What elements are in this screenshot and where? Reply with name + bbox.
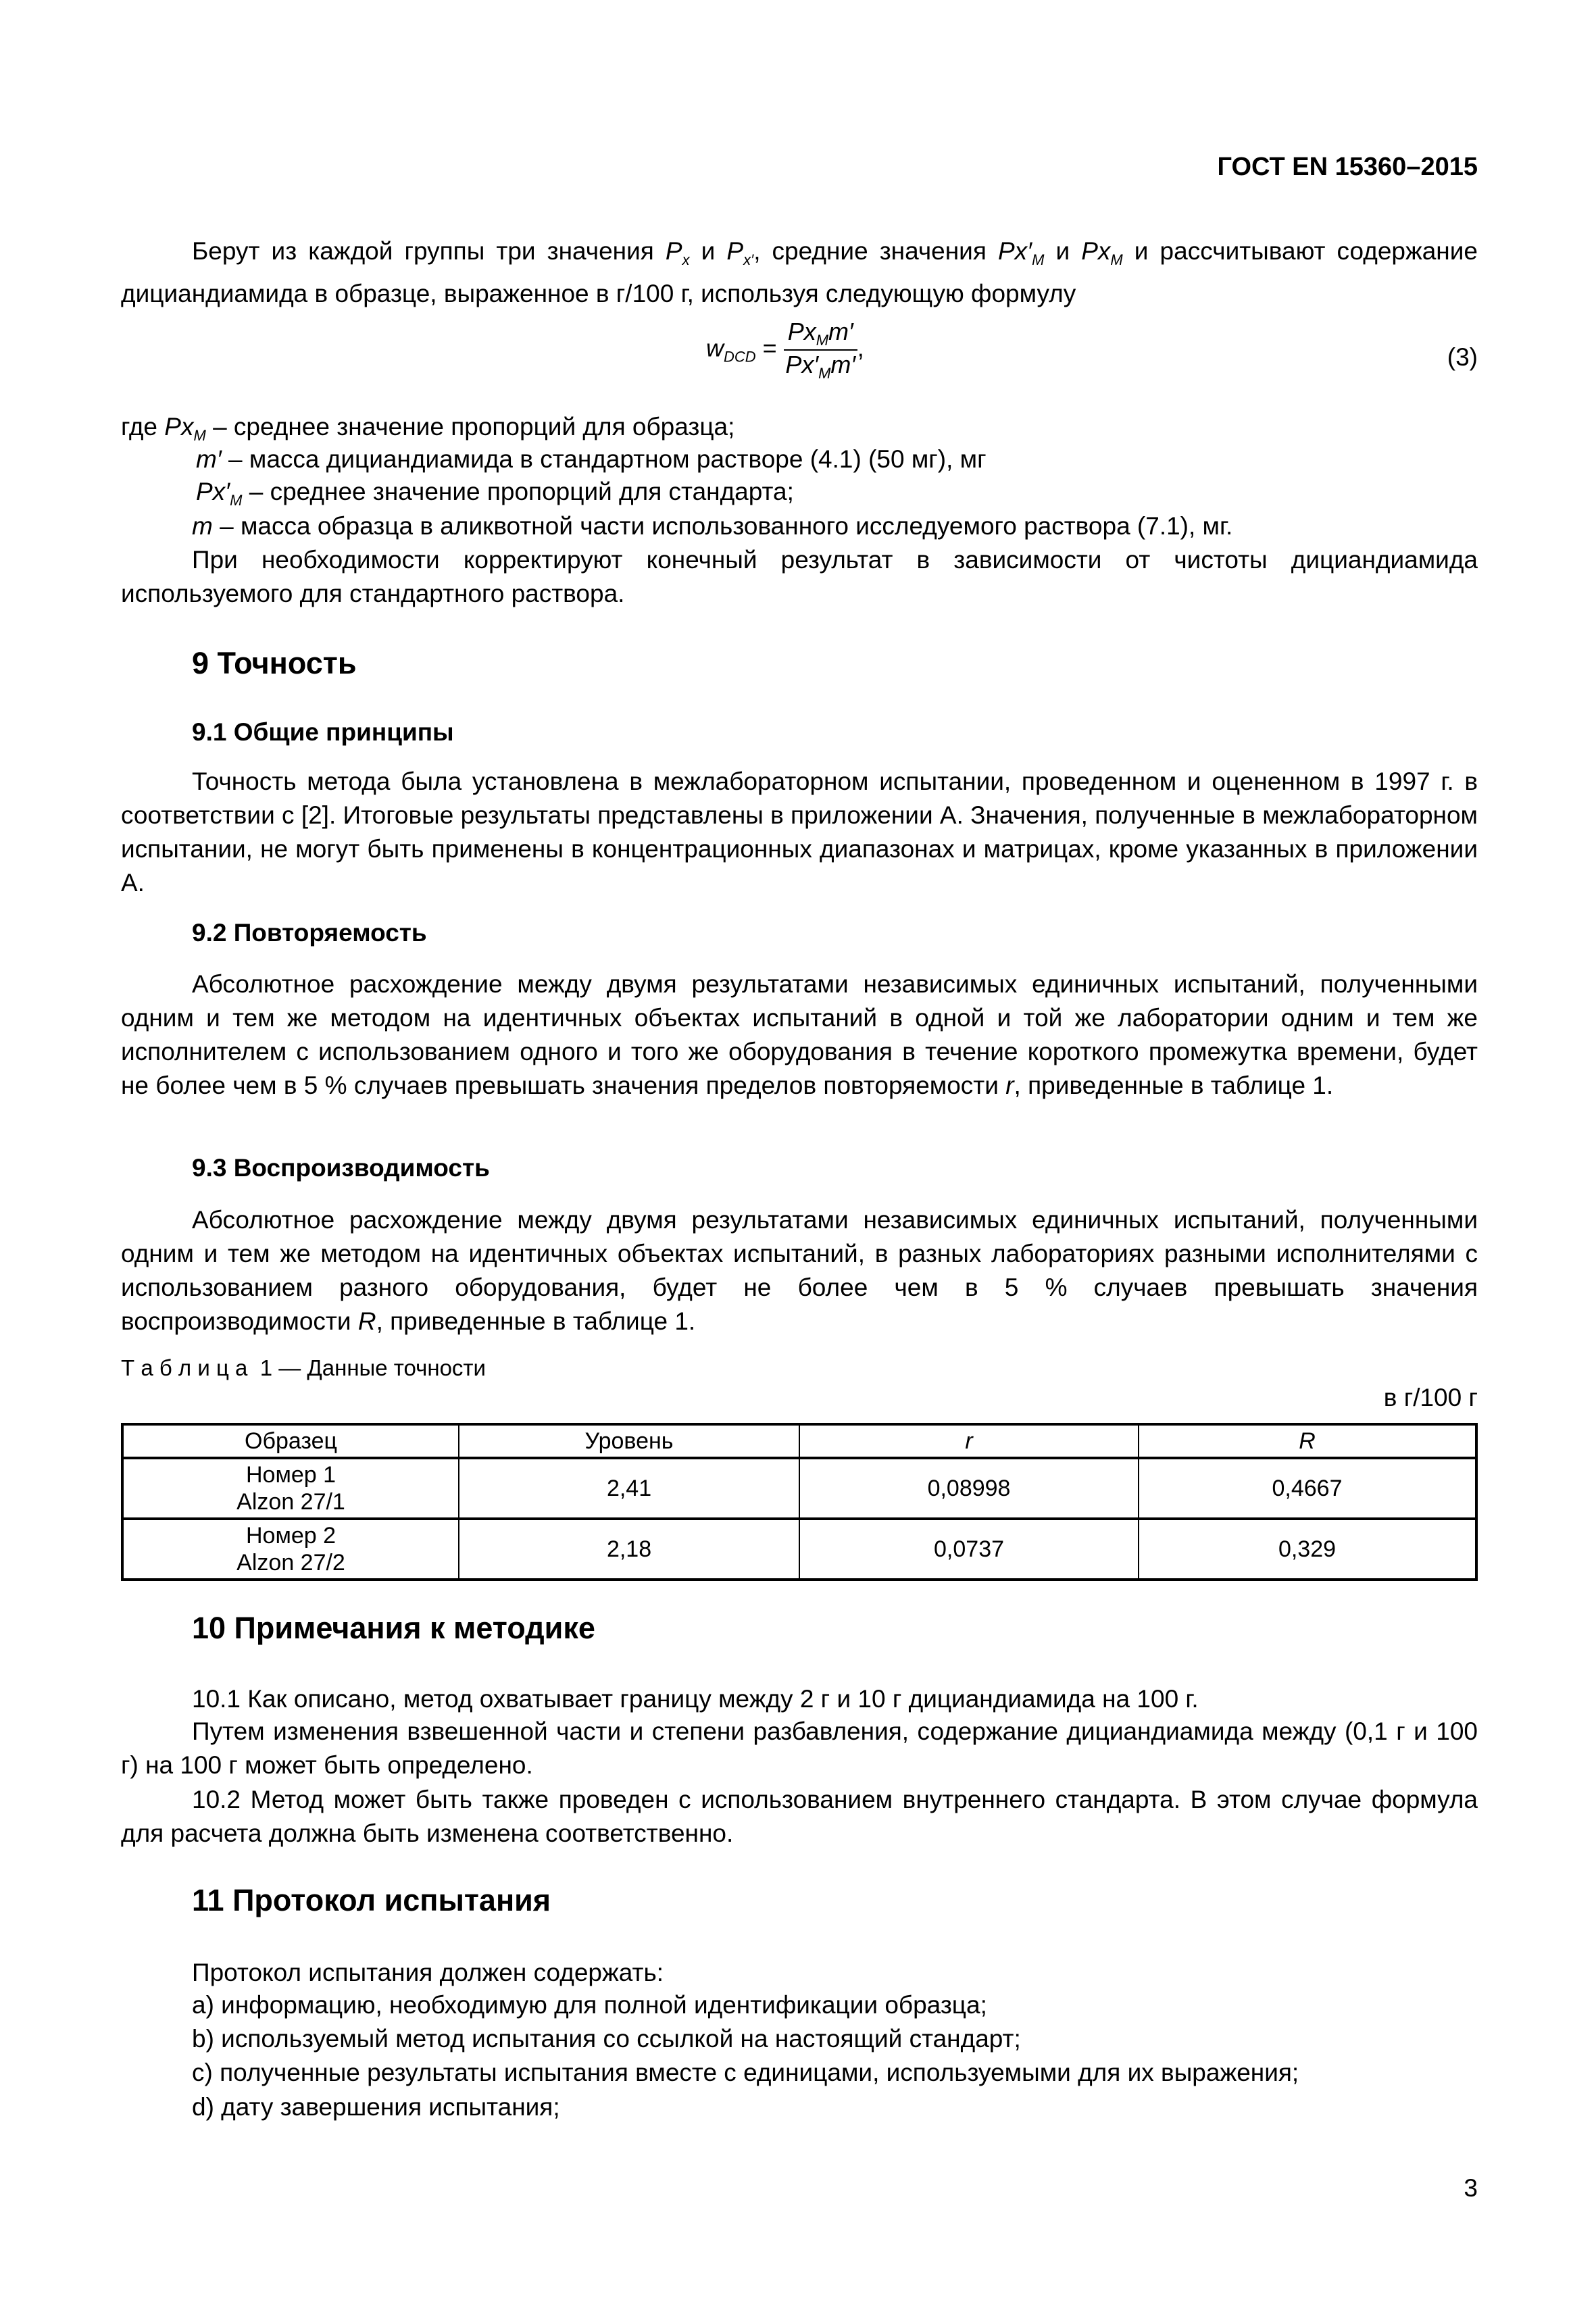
sub: M (818, 365, 831, 382)
section-10-p3: 10.2 Метод может быть также проведен с использованием внутреннего стандарта. В этом случае формула для расчета должна быть изменена соответственно. (121, 1786, 1478, 1847)
cell-R: 0,329 (1139, 1519, 1476, 1580)
cell-sample: Номер 2 Alzon 27/2 (122, 1519, 459, 1580)
list-item: а) информацию, необходимую для полной идентификации образца; (192, 1991, 987, 2019)
header-level: Уровень (459, 1424, 799, 1458)
intro-paragraph: Берут из каждой группы три значения $P_x$ и $P_{x'}$, средние значения $Px'_M$ и $Px_M$ и рассчитывают содержание дициандиамида в образце, выраженное в г/100 г, используя следующую формулу (121, 237, 1478, 307)
fraction (784, 318, 857, 382)
formula-lhs-sub: DCD (724, 348, 756, 366)
section-9-1-title: 9.1 Общие принципы (192, 718, 454, 746)
cell-R: 0,4667 (1139, 1458, 1476, 1519)
cell-r: 0,08998 (799, 1458, 1139, 1519)
table-row (122, 1519, 1476, 1580)
cell-sample: Номер 1 Alzon 27/1 (122, 1458, 459, 1519)
section-9-3-text: Абсолютное расхождение между двумя результатами независимых единичных испытаний, полученными одним и тем же методом на идентичных объектах испытаний, в разных лабораториях разными исполнителями с использованием разного оборудования, будет не более чем в 5 % случаев превышать значения воспроизводимости R, приведенные в таблице 1. (121, 1206, 1478, 1335)
cell-level: 2,41 (459, 1458, 799, 1519)
section-10-p2: Путем изменения взвешенной части и степени разбавления, содержание дициандиамида между (0,1 г и 100 г) на 100 г может быть определено. (121, 1717, 1478, 1779)
list-item: b) используемый метод испытания со ссылкой на настоящий стандарт; (192, 2025, 1021, 2053)
header-R: R (1139, 1424, 1476, 1458)
m-prime: m′ (828, 318, 853, 345)
table-caption: Т а б л и ц а 1 — Данные точности (121, 1355, 486, 1380)
text: , средние значения (753, 237, 998, 265)
where-line: где $Px_M$ – среднее значение пропорций для образца; (121, 413, 735, 444)
where-line: $Px'_M$ – среднее значение пропорций для стандарта; (196, 478, 794, 509)
formula-number: (3) (1447, 343, 1478, 371)
header-r: r (799, 1424, 1139, 1458)
section-9-2-text: Абсолютное расхождение между двумя результатами независимых единичных испытаний, полученными одним и тем же методом на идентичных объектах испытаний в одной и той же лаборатории одним и тем же исполнителем с использованием одного и того же оборудования в течение короткого промежутка времени, будет не более чем в 5 % случаев превышать значения пределов повторяемости r, приведенные в таблице 1. (121, 970, 1478, 1099)
formula (706, 318, 864, 382)
precision-table (121, 1423, 1478, 1581)
table-row (122, 1458, 1476, 1519)
section-9-2-title: 9.2 Повторяемость (192, 919, 427, 947)
page-number: 3 (1464, 2174, 1478, 2202)
header-sample: Образец (122, 1424, 459, 1458)
formula-lhs: w (706, 334, 724, 362)
section-9-title: 9 Точность (192, 646, 357, 680)
m-prime: m′ (830, 351, 856, 378)
document-id: ГОСТ EN 15360–2015 (1217, 153, 1478, 181)
cell-level: 2,18 (459, 1519, 799, 1580)
where-line: m – масса образца в аликвотной части использованного исследуемого раствора (7.1), мг. (192, 512, 1233, 540)
note-paragraph: При необходимости корректируют конечный результат в зависимости от чистоты дициандиамида используемого для стандартного раствора. (121, 546, 1478, 607)
text: Берут из каждой группы три значения (192, 237, 666, 265)
cell-r: 0,0737 (799, 1519, 1139, 1580)
denominator: Px′ (785, 351, 819, 378)
section-11-intro: Протокол испытания должен содержать: (192, 1959, 664, 1986)
text: и (1044, 237, 1082, 265)
numerator: Px (787, 318, 816, 345)
section-9-1-text: Точность метода была установлена в межлабораторном испытании, проведенном и оцененном в 1997 г. в соответствии с [2]. Итоговые результаты представлены в приложении А. Значения, полученные в межлабораторном испытании, не могут быть применены в концентрационных диапазонах и матрицах, кроме указанных в приложении А. (121, 768, 1478, 897)
sub: M (816, 332, 829, 349)
where-line: m′ – масса дициандиамида в стандартном растворе (4.1) (50 мг), мг (196, 445, 987, 473)
section-10-p1: 10.1 Как описано, метод охватывает границу между 2 г и 10 г дициандиамида на 100 г. (192, 1685, 1199, 1713)
equals: = (755, 334, 784, 362)
text: и рассчитывают содержание дициандиамида в образце, выраженное в г/100 г, используя следующую формулу (121, 237, 1478, 307)
section-9-3-title: 9.3 Воспроизводимость (192, 1154, 490, 1182)
comma: , (857, 334, 864, 362)
section-11-title: 11 Протокол испытания (192, 1883, 551, 1917)
section-10-title: 10 Примечания к методике (192, 1611, 595, 1645)
list-item: с) полученные результаты испытания вместе с единицами, используемыми для их выражения; (192, 2059, 1299, 2086)
list-item: d) дату завершения испытания; (192, 2093, 560, 2121)
text: и (689, 237, 727, 265)
table-units: в г/100 г (1383, 1384, 1478, 1411)
